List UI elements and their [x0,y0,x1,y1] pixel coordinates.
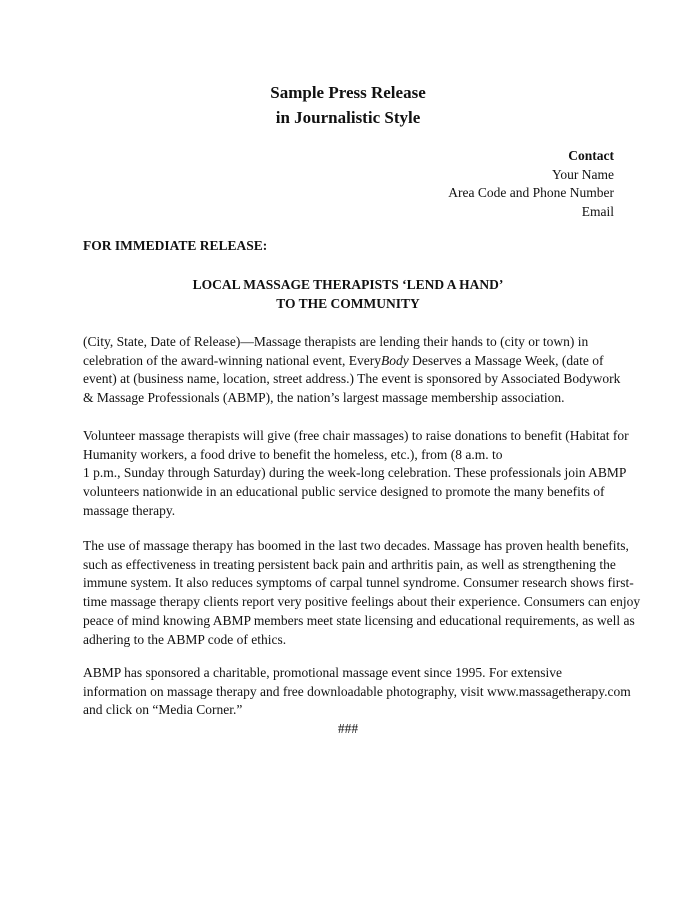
text-run: celebration of the award-winning national event, Every [83,352,382,368]
paragraph-2 [83,427,629,521]
paragraph-line: such as effectiveness in treating persistent back pain and arthritis pain, as well as strengthening the [83,556,616,572]
end-mark: ### [337,721,359,736]
document-title: Sample Press Release [270,83,426,102]
headline-line-1: LOCAL MASSAGE THERAPISTS ‘LEND A HAND’ [192,277,504,292]
paragraph-line: adhering to the ABMP code of ethics. [83,631,287,647]
paragraph-line: time massage therapy clients report very positive feelings about their experience. Consumers can enjoy [83,594,641,610]
paragraph-line: immune system. It also reduces symptoms of carpal tunnel syndrome. Consumer research shows first- [83,575,634,591]
paragraph-line: event) at (business name, location, street address.) The event is sponsored by Associated Bodywork [83,371,621,387]
paragraph-line: volunteers nationwide in an educational public service designed to promote the many benefits of [83,484,605,500]
paragraph-line: and click on “Media Corner.” [83,702,243,718]
paragraph-1 [83,333,623,408]
paragraph-line: Humanity workers, a food drive to benefit the homeless, etc.), from (8 a.m. to [83,446,503,462]
paragraph-line: massage therapy. [83,502,176,518]
paragraph-line: 1 p.m., Sunday through Saturday) during the week-long celebration. These professionals join ABMP [83,465,627,481]
document-subtitle: in Journalistic Style [275,108,421,127]
text-run: Deserves a Massage Week, (date of [408,352,604,368]
paragraph-line: ABMP has sponsored a charitable, promotional massage event since 1995. For extensive [83,665,563,680]
paragraph-line: information on massage therapy and free downloadable photography, visit www.massagetherapy.com [83,683,631,699]
contact-name: Your Name [551,166,614,182]
paragraph-line: The use of massage therapy has boomed in the last two decades. Massage has proven health benefits, [83,538,629,553]
contact-heading: Contact [568,148,614,163]
paragraph-line: & Massage Professionals (ABMP), the nation’s largest massage membership association. [83,390,565,406]
contact-phone: Area Code and Phone Number [448,185,614,200]
contact-block [448,147,614,221]
paragraph-line: (City, State, Date of Release)—Massage therapists are lending their hands to (city or town) in [83,334,589,349]
paragraph-3 [83,537,641,649]
headline-line-2: TO THE COMMUNITY [276,296,420,311]
contact-email: Email [581,203,614,219]
release-label: FOR IMMEDIATE RELEASE: [83,238,268,253]
paragraph-line: Volunteer massage therapists will give (free chair massages) to raise donations to benefit (Habitat for [83,428,629,443]
paragraph-4 [83,664,631,720]
paragraph-line: peace of mind knowing ABMP members meet state licensing and educational requirements, as well as [83,612,635,628]
italic-text-run: Body [381,352,409,368]
paragraph-line [83,352,623,371]
